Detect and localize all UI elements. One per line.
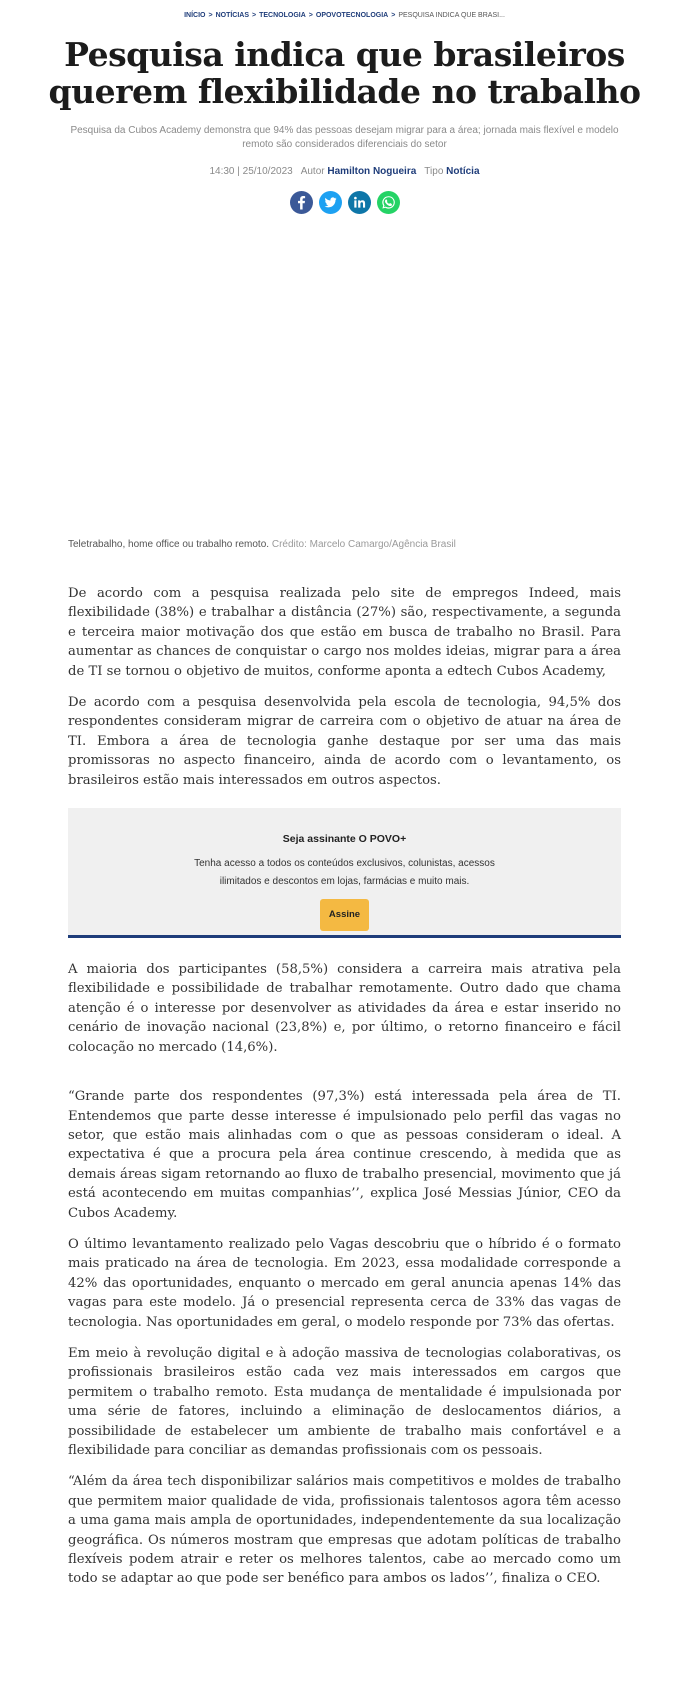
promo-title: Seja assinante O POVO+ [282,833,407,846]
page-title: Pesquisa indica que brasileiros querem flexibilidade no trabalho [48,35,641,111]
article-body [68,584,621,1589]
caption-text: Teletrabalho, home office ou trabalho remoto. [68,539,270,550]
subscription-box [68,808,621,938]
paragraph: A maioria dos participantes (58,5%) considera a carreira mais atrativa pela flexibilidade e possibilidade de trabalhar remotamente. Outro dado que chama atenção é o interesse por desenvolver as atividades da área e estar inserido no cenário de inovação nacional (23,8%) e, por último, o retorno financeiro e fácil colocação no mercado (14,6%). [68,962,621,1055]
breadcrumb [0,0,689,26]
breadcrumb-item-tecnologia[interactable]: TECNOLOGIA [259,12,306,19]
type-label: Tipo [424,166,444,177]
author-label: Autor [300,166,325,177]
whatsapp-icon[interactable] [377,191,400,214]
paragraph: O último levantamento realizado pelo Vagas descobriu que o híbrido é o formato mais praticado na área de tecnologia. Em 2023, essa modalidade corresponde a 42% das oportunidades, enquanto o mercado em geral anuncia apenas 14% das vagas para este modelo. Já o presencial representa cerca de 33% das vagas de tecnologia. Nas oportunidades em geral, o modelo responde por 73% das ofertas. [68,1236,621,1330]
breadcrumb-current: PESQUISA INDICA QUE BRASI... [398,12,505,19]
article-datetime: 14:30 | 25/10/2023 [209,166,293,177]
caption-credit: Crédito: Marcelo Camargo/Agência Brasil [271,539,456,550]
breadcrumb-item-opovotecnologia[interactable]: OPOVOTECNOLOGIA [315,12,389,19]
chevron-right-icon: > [308,12,313,19]
share-bar [0,191,689,215]
linkedin-icon[interactable] [348,191,371,214]
author-link[interactable]: Hamilton Nogueira [327,166,417,177]
paragraph: “Grande parte dos respondentes (97,3%) está interessada pela área de TI. Entendemos que parte desse interesse é impulsionado pelo perfil das vagas no setor, que estão mais alinhadas com o que as pessoas consideram o ideal. A expectativa é que a procura pela área continue crescendo, à medida que as demais áreas sigam retornando ao fluxo de trabalho presencial, movimento que já está acontecendo em muitas companhias’’, explica José Messias Júnior, CEO da Cubos Academy. [68,1089,621,1221]
breadcrumb-item-inicio[interactable]: INÍCIO [184,12,206,19]
promo-text: Tenha acesso a todos os conteúdos exclusivos, colunistas, acessos ilimitados e descontos em lojas, farmácias e muito mais. [194,858,495,888]
chevron-right-icon: > [252,12,257,19]
paragraph: De acordo com a pesquisa realizada pelo site de empregos Indeed, mais flexibilidade (38%) e trabalhar a distância (27%) são, respectivamente, a segunda e terceira maior motivação dos que estão em busca de trabalho no Brasil. Para aumentar as chances de conquistar o cargo nos moldes ideias, migrar para a área de TI se tornou o objetivo de muitos, conforme aponta a edtech Cubos Academy, [68,586,621,679]
article-meta [0,166,689,177]
chevron-right-icon: > [391,12,396,19]
chevron-right-icon: > [208,12,213,19]
type-link[interactable]: Notícia [446,166,480,177]
facebook-icon[interactable] [290,191,313,214]
twitter-icon[interactable] [319,191,342,214]
breadcrumb-item-noticias[interactable]: NOTÍCIAS [215,12,250,19]
subscribe-button[interactable]: Assine [320,899,369,930]
article-image [0,215,689,539]
paragraph: “Além da área tech disponibilizar salários mais competitivos e moldes de trabalho que permitem maior qualidade de vida, profissionais talentosos agora têm acesso a uma gama mais ampla de oportunidades, independentemente da sua localização geográfica. Os números mostram que empresas que adotam políticas de trabalho flexíveis podem atrair e reter os melhores talentos, cabe ao mercado como um todo se adaptar ao que pode ser benéfico para ambos os lados’’, finaliza o CEO. [68,1474,621,1587]
image-caption [68,539,689,550]
article-subtitle: Pesquisa da Cubos Academy demonstra que 94% das pessoas desejam migrar para a área; jornada mais flexível e modelo remoto são considerados diferenciais do setor [70,125,619,150]
paragraph: De acordo com a pesquisa desenvolvida pela escola de tecnologia, 94,5% dos respondentes consideram migrar de carreira com o objetivo de atuar na área de TI. Embora a área de tecnologia ganhe destaque por ser uma das mais promissoras no aspecto financeiro, ainda de acordo com o levantamento, os brasileiros estão mais interessados em outros aspectos. [68,695,621,788]
paragraph: Em meio à revolução digital e à adoção massiva de tecnologias colaborativas, os profissionais brasileiros estão cada vez mais interessados em cargos que permitem o trabalho remoto. Esta mudança de mentalidade é impulsionada por uma série de fatores, incluindo a eliminação de deslocamentos diários, a possibilidade de estabelecer um ambiente de trabalho mais confortável e a flexibilidade para conciliar as demandas profissionais com os pessoais. [68,1345,621,1458]
